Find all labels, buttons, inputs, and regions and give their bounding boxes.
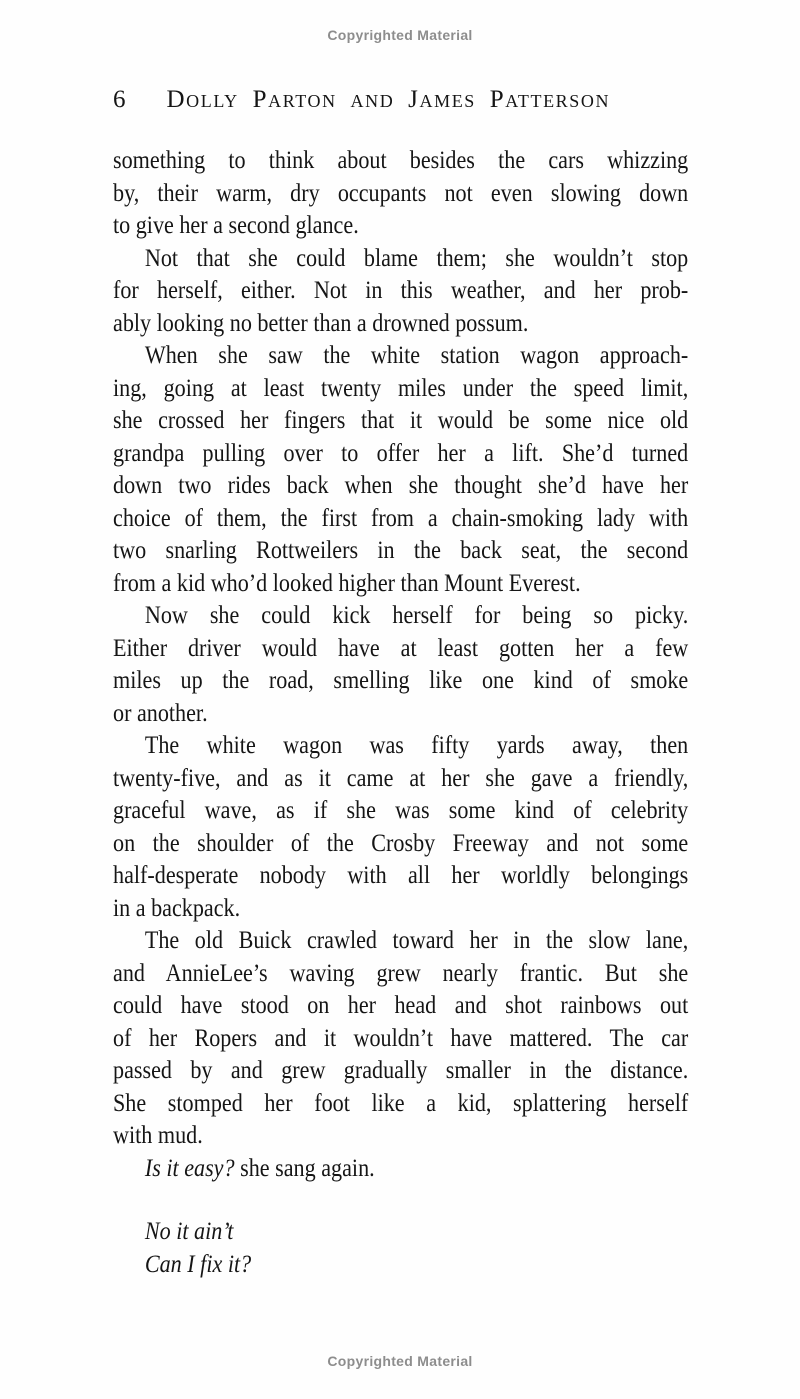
paragraphs	[113, 145, 688, 1153]
verse-line: Can I fix it?	[144, 1250, 252, 1278]
text-line: to give her a second glance.	[113, 212, 359, 239]
text-line: choice of them, the first from a chain-smoking lady with	[113, 504, 689, 532]
sung-line	[113, 1153, 688, 1186]
copyright-notice-bottom: Copyrighted Material	[327, 1353, 473, 1369]
text-line: with mud.	[113, 1122, 203, 1149]
text-block	[113, 145, 688, 1281]
running-title: Dolly Parton and James Patterson	[166, 86, 611, 113]
text-line: graceful wave, as if she was some kind of celebrity	[113, 797, 689, 824]
text-line: twenty-five, and as it came at her she gave a friendly,	[113, 764, 689, 792]
text-line: and AnnieLee’s waving grew nearly frantic. But she	[113, 959, 689, 987]
copyright-notice-top: Copyrighted Material	[327, 27, 473, 43]
text-line: ing, going at least twenty miles under the speed limit,	[113, 374, 689, 402]
text-line: Not that she could blame them; she wouldn’t stop	[144, 244, 689, 272]
running-header	[113, 86, 610, 114]
verse-line: No it ain’t	[144, 1218, 234, 1245]
text-line: The old Buick crawled toward her in the slow lane,	[144, 927, 689, 954]
text-line: by, their warm, dry occupants not even slowing down	[113, 179, 689, 207]
text-line: of her Ropers and it wouldn’t have mattered. The car	[113, 1024, 689, 1052]
text-line: Either driver would have at least gotten her a few	[113, 634, 689, 662]
text-line: two snarling Rottweilers in the back seat, the second	[113, 537, 689, 564]
text-line: down two rides back when she thought she’d have her	[113, 472, 689, 499]
text-line: something to think about besides the cars whizzing	[113, 147, 689, 174]
text-line: in a backpack.	[113, 894, 241, 922]
text-line: or another.	[113, 699, 208, 727]
page-number: 6	[113, 86, 126, 113]
text-line: from a kid who’d looked higher than Mount Everest.	[113, 569, 581, 597]
text-line: miles up the road, smelling like one kind of smoke	[113, 667, 689, 694]
sung-line-italic: Is it easy?	[144, 1154, 235, 1182]
text-line: Now she could kick herself for being so picky.	[144, 602, 689, 629]
text-line: on the shoulder of the Crosby Freeway and not some	[113, 829, 689, 857]
text-line: could have stood on her head and shot rainbows out	[113, 992, 689, 1019]
text-line: she crossed her fingers that it would be some nice old	[113, 407, 689, 434]
text-line: grandpa pulling over to offer her a lift. She’d turned	[113, 439, 689, 467]
text-line: She stomped her foot like a kid, splattering herself	[113, 1089, 689, 1117]
text-line: passed by and grew gradually smaller in the distance.	[113, 1057, 689, 1084]
text-line: half-desperate nobody with all her worldly belongings	[113, 862, 689, 889]
sung-line-plain: she sang again.	[234, 1154, 375, 1182]
text-line: When she saw the white station wagon approach-	[144, 342, 689, 369]
text-line: The white wagon was fifty yards away, then	[144, 732, 689, 759]
text-line: ably looking no better than a drowned possum.	[113, 309, 529, 337]
text-line: for herself, either. Not in this weather, and her prob-	[113, 277, 689, 304]
verse	[113, 1216, 688, 1281]
